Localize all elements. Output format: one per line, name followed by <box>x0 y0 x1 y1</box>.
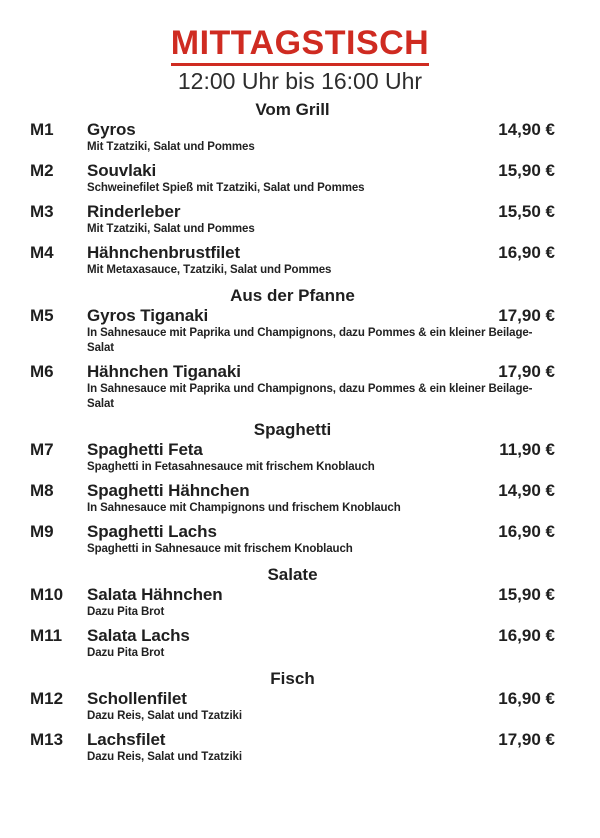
item-number: M2 <box>30 160 54 180</box>
opening-hours: 12:00 Uhr bis 16:00 Uhr <box>177 67 423 94</box>
item-name: Spaghetti Feta <box>87 439 203 459</box>
menu-item <box>30 689 555 724</box>
item-description: Mit Tzatziki, Salat und Pommes <box>87 140 255 153</box>
item-price: 11,90 € <box>499 439 555 459</box>
item-number: M10 <box>30 584 64 604</box>
item-description: Mit Tzatziki, Salat und Pommes <box>87 222 255 235</box>
item-description: In Sahnesauce mit Champignons und frischem Knoblauch <box>87 501 401 514</box>
item-price: 15,50 € <box>498 201 555 221</box>
item-name: Salata Hähnchen <box>87 584 223 604</box>
item-name: Spaghetti Lachs <box>87 521 217 541</box>
item-price: 17,90 € <box>498 305 555 325</box>
menu-item <box>30 585 555 620</box>
item-description: Mit Metaxasauce, Tzatziki, Salat und Pommes <box>87 263 332 276</box>
menu-item <box>30 306 555 356</box>
menu <box>0 94 600 765</box>
menu-item <box>30 730 555 765</box>
item-name: Rinderleber <box>87 201 181 221</box>
item-name: Salata Lachs <box>87 625 190 645</box>
menu-section <box>30 669 555 765</box>
item-name: Souvlaki <box>87 160 157 180</box>
item-number: M11 <box>30 625 63 645</box>
item-description: Dazu Pita Brot <box>87 605 165 618</box>
menu-item <box>30 522 555 557</box>
item-number: M4 <box>30 242 54 262</box>
section-title: Vom Grill <box>255 99 330 119</box>
item-description: Spaghetti in Sahnesauce mit frischem Knoblauch <box>87 542 353 555</box>
item-number: M13 <box>30 729 64 749</box>
menu-item <box>30 362 555 412</box>
item-number: M6 <box>30 361 54 381</box>
section-title: Spaghetti <box>253 419 332 439</box>
item-price: 17,90 € <box>498 361 555 381</box>
section-title: Fisch <box>270 668 315 688</box>
item-description: Dazu Reis, Salat und Tzatziki <box>87 750 242 763</box>
section-items <box>30 689 555 765</box>
item-price: 15,90 € <box>498 160 555 180</box>
menu-section <box>30 100 555 278</box>
menu-item <box>30 626 555 661</box>
item-price: 16,90 € <box>498 242 555 262</box>
menu-item <box>30 202 555 237</box>
menu-section <box>30 565 555 661</box>
menu-header <box>0 26 600 94</box>
item-name: Gyros Tiganaki <box>87 305 209 325</box>
item-number: M12 <box>30 688 64 708</box>
item-name: Gyros <box>87 119 136 139</box>
item-price: 15,90 € <box>498 584 555 604</box>
item-number: M8 <box>30 480 54 500</box>
menu-item <box>30 161 555 196</box>
section-items <box>30 120 555 278</box>
item-description: Schweinefilet Spieß mit Tzatziki, Salat und Pommes <box>87 181 365 194</box>
item-price: 16,90 € <box>498 521 555 541</box>
menu-section <box>30 286 555 412</box>
item-name: Lachsfilet <box>87 729 166 749</box>
item-description: In Sahnesauce mit Paprika und Champignons, dazu Pommes & ein kleiner Beilage-Salat <box>87 326 533 354</box>
menu-item <box>30 481 555 516</box>
section-items <box>30 585 555 661</box>
menu-item <box>30 120 555 155</box>
item-description: In Sahnesauce mit Paprika und Champignons, dazu Pommes & ein kleiner Beilage-Salat <box>87 382 533 410</box>
section-title: Aus der Pfanne <box>230 285 355 305</box>
item-price: 14,90 € <box>498 119 555 139</box>
item-description: Dazu Reis, Salat und Tzatziki <box>87 709 242 722</box>
item-name: Schollenfilet <box>87 688 187 708</box>
item-price: 16,90 € <box>498 625 555 645</box>
item-price: 14,90 € <box>498 480 555 500</box>
section-items <box>30 440 555 557</box>
item-number: M3 <box>30 201 54 221</box>
item-number: M9 <box>30 521 54 541</box>
section-title: Salate <box>267 564 318 584</box>
menu-section <box>30 420 555 557</box>
item-number: M1 <box>30 119 54 139</box>
item-number: M7 <box>30 439 54 459</box>
item-number: M5 <box>30 305 54 325</box>
menu-item <box>30 243 555 278</box>
item-name: Spaghetti Hähnchen <box>87 480 250 500</box>
menu-item <box>30 440 555 475</box>
section-items <box>30 306 555 412</box>
item-name: Hähnchenbrustfilet <box>87 242 241 262</box>
item-price: 16,90 € <box>498 688 555 708</box>
item-description: Dazu Pita Brot <box>87 646 165 659</box>
page-title: MITTAGSTISCH <box>171 26 429 66</box>
item-name: Hähnchen Tiganaki <box>87 361 241 381</box>
item-price: 17,90 € <box>498 729 555 749</box>
item-description: Spaghetti in Fetasahnesauce mit frischem Knoblauch <box>87 460 375 473</box>
